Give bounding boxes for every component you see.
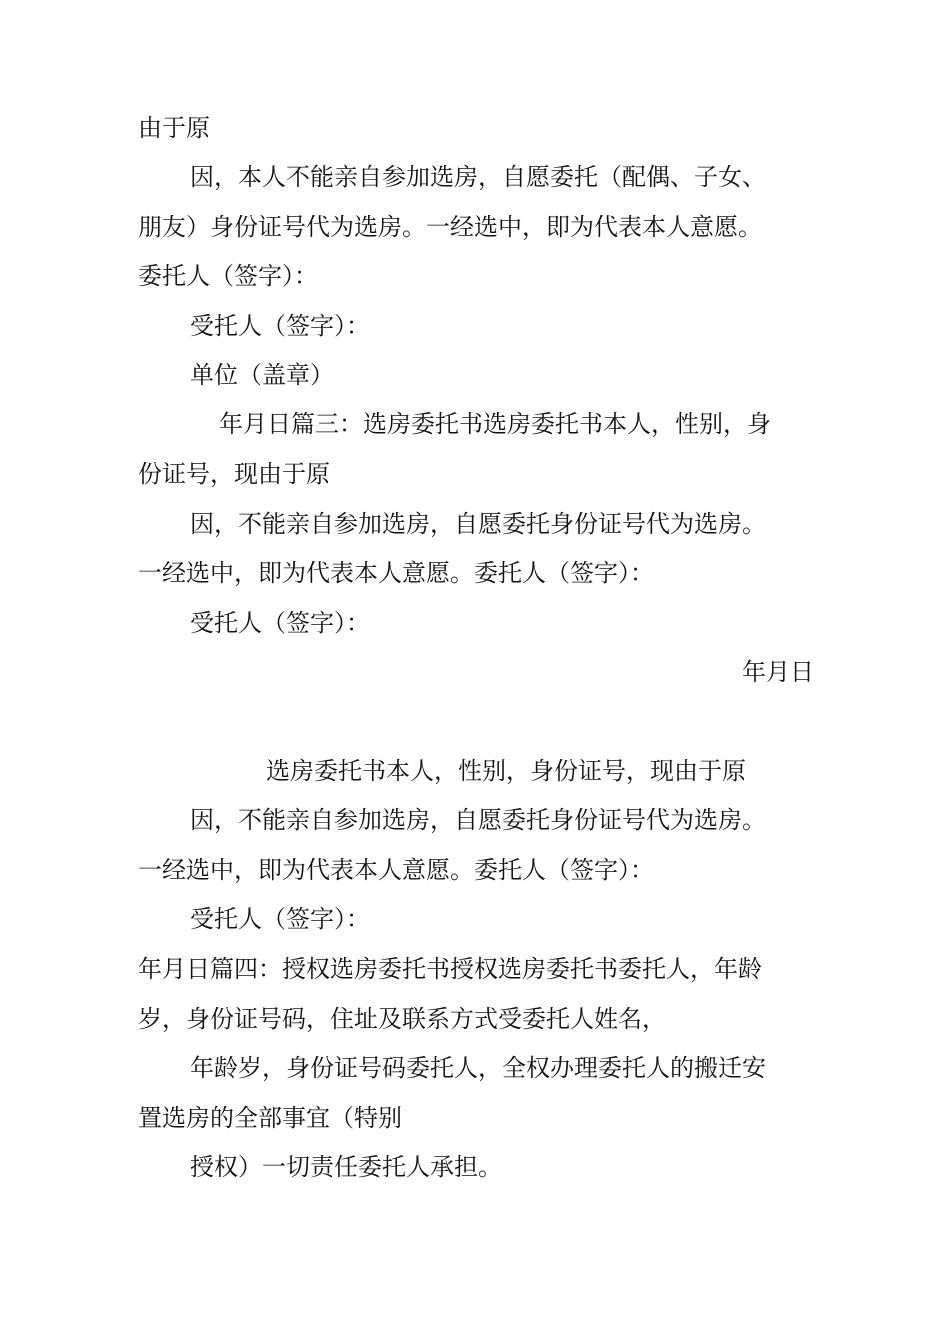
text-line: 选房委托书本人，性别，身份证号，现由于原 xyxy=(266,757,746,785)
date-line: 年月日 xyxy=(742,658,814,686)
text-line: 朋友）身份证号代为选房。一经选中，即为代表本人意愿。 xyxy=(138,213,762,241)
text-line: 受托人（签字）： xyxy=(190,609,370,637)
text-line: 年月日篇四：授权选房委托书授权选房委托书委托人，年龄 xyxy=(138,955,762,983)
text-line: 置选房的全部事宜（特别 xyxy=(138,1104,402,1132)
text-line: 因，本人不能亲自参加选房，自愿委托（配偶、子女、 xyxy=(190,163,766,191)
text-line: 单位（盖章） xyxy=(190,361,334,389)
text-line: 因，不能亲自参加选房，自愿委托身份证号代为选房。 xyxy=(190,806,766,834)
text-line: 年月日篇三：选房委托书选房委托书本人，性别，身 xyxy=(219,410,771,438)
text-line: 岁，身份证号码，住址及联系方式受委托人姓名， xyxy=(138,1005,666,1033)
text-line: 因，不能亲自参加选房，自愿委托身份证号代为选房。 xyxy=(190,510,766,538)
text-line: 受托人（签字）： xyxy=(190,905,370,933)
text-line: 由于原 xyxy=(138,114,210,142)
text-line: 年龄岁，身份证号码委托人，全权办理委托人的搬迁安 xyxy=(190,1054,766,1082)
text-line: 份证号，现由于原 xyxy=(138,460,330,488)
text-line: 一经选中，即为代表本人意愿。委托人（签字）： xyxy=(138,559,654,587)
text-line: 委托人（签字）： xyxy=(138,262,318,290)
text-line: 受托人（签字）： xyxy=(190,312,370,340)
text-line: 一经选中，即为代表本人意愿。委托人（签字）： xyxy=(138,856,654,884)
text-line: 授权）一切责任委托人承担。 xyxy=(190,1153,502,1181)
